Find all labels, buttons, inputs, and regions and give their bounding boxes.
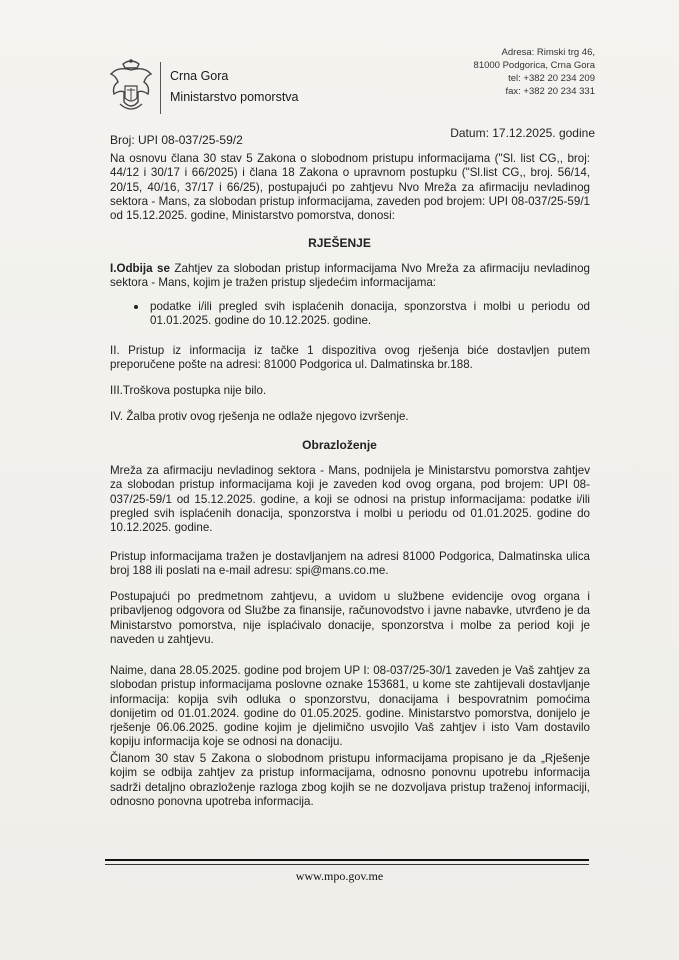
header-divider [160, 62, 161, 114]
reasoning-paragraph-4: Naime, dana 28.05.2025. godine pod brojem UP I: 08-037/25-30/1 zaveden je Vaš zahtjev za slobodan pristup informacijama poslovne oznake 153681, u kome ste zahtijevali dostavljanje informacija: kopija svih odluka o sponzorstvu, donacijama i bespovratnim pomoćima donijetim od 01.01.2024. godine do 01.05.2025. godine. Ministarstvo pomorstva, donijelo je rješenje 06.06.2025. godine kojim je djelimično usvojilo Vaš zahtjev i isto Vam dostavilo kopiju informacija koje se odnosi na donaciju. [110, 664, 590, 749]
reasoning-paragraph-1: Mreža za afirmaciju nevladinog sektora - Mans, podnijela je Ministarstvu pomorstva zahtjev za slobodan pristup informacijama koji je zaveden kod ovog organa, pod brojem: UPI 08-037/25-59/1 od 15.12.2025. godine, a koji se odnosi na pristup informacijama: podatke i/ili pregled svih isplaćenih donacija, sponzorstva i molbi u periodu od 01.01.2025. godine do 10.12.2025. godine. [110, 464, 590, 535]
decision-point-1 [110, 262, 590, 291]
contact-block [474, 46, 595, 98]
city-line: 81000 Podgorica, Crna Gora [473, 60, 595, 71]
reasoning-paragraph-2: Pristup informacijama tražen je dostavljanjem na adresi 81000 Podgorica, Dalmatinska ulica broj 188 ili poslati na e-mail adresu: spi@mans.co.me. [110, 550, 590, 578]
footer-divider-thin [105, 864, 589, 865]
website-link[interactable]: www.mpo.gov.me [295, 869, 384, 883]
document-date: Datum: 17.12.2025. godine [450, 126, 595, 140]
reference-number: Broj: UPI 08-037/25-59/2 [110, 133, 243, 147]
decision-point-1-lead: I.Odbija se [110, 262, 170, 275]
institution-block [170, 66, 299, 108]
reasoning-paragraph-3: Postupajući po predmetnom zahtjevu, a uvidom u službene evidencije ovog organa i pribavljenog odgovora od Službe za finansije, računovodstvo i javne nabavke, utvrđeno je da Ministarstvo pomorstva, nije isplaćivalo donacije, sponzorstva i molbe za period koji je naveden u zahtjevu. [110, 590, 590, 646]
decision-point-2: II. Pristup iz informacija iz tačke 1 dispozitiva ovog rješenja biće dostavljen putem preporučene pošte na adresi: 81000 Podgorica ul. Dalmatinska br.188. [110, 344, 590, 372]
reasoning-title: Obrazloženje [302, 438, 377, 452]
requested-info-item [134, 300, 590, 329]
phone-line: tel: +382 20 234 209 [508, 73, 595, 84]
decision-point-1-text: Zahtjev za slobodan pristup informacijama Nvo Mreža za afirmaciju nevladinog sektora - Mans, kojim je tražen pristup sljedećim informacijama: [110, 262, 590, 290]
fax-line: fax: +382 20 234 331 [505, 86, 595, 97]
ministry-name: Ministarstvo pomorstva [170, 90, 299, 104]
reasoning-paragraph-5: Članom 30 stav 5 Zakona o slobodnom pristupu informacijama propisano je da „Rješenje kojim se odbija zahtjev za pristup informacijama, odnosno ponovnu upotrebu informacija sadrži detaljno obrazloženje razloga zbog kojih se ne dozvoljava pristup traženoj informaciji, odnosno ponovna upotreba informacija. [110, 752, 590, 808]
address-line: Adresa: Rimski trg 46, [501, 47, 595, 58]
coat-of-arms-icon [106, 58, 156, 116]
bullet-icon [134, 305, 138, 309]
decision-point-4: IV. Žalba protiv ovog rješenja ne odlaže njegovo izvršenje. [110, 410, 409, 423]
decision-title: RJEŠENJE [308, 236, 371, 250]
country-name: Crna Gora [170, 69, 229, 83]
decision-point-3: III.Troškova postupka nije bilo. [110, 384, 267, 397]
requested-info-text: podatke i/ili pregled svih isplaćenih donacija, sponzorstva i molbi u periodu od 01.01.2025. godine do 10.12.2025. godine. [150, 300, 590, 328]
footer-divider [105, 859, 589, 861]
intro-paragraph: Na osnovu člana 30 stav 5 Zakona o slobodnom pristupu informacijama ("Sl. list CG,, broj: 44/12 i 30/17 i 66/2025) i člana 18 Zakona o upravnom postupku ("Sl.list CG,, broj. 56/14, 20/15, 40/16, 37/17 i 66/25), postupajući po zahtjevu Nvo Mreža za afirmaciju nevladinog sektora - Mans, za slobodan pristup informacijama, zaveden pod brojem: UPI 08-037/25-59/1 od 15.12.2025. godine, Ministarstvo pomorstva, donosi: [110, 152, 590, 223]
